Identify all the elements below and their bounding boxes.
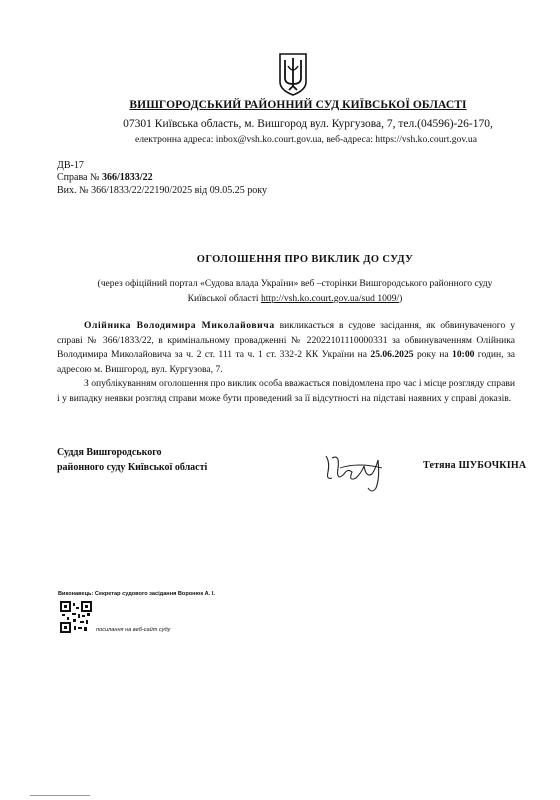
document-meta (57, 160, 267, 197)
signature-image (318, 448, 390, 494)
coat-of-arms-icon (278, 52, 308, 96)
consequences-paragraph: З опублікуванням оголошення про виклик особа вважається повідомлена про час і місце розгляду справи і у випадку неявки розгляд справи може бути проведений за її відсутності на підставі наявних у справі доказів. (57, 378, 515, 404)
court-contacts: електронна адреса: inbox@vsh.ko.court.gov.ua, веб-адреса: https://vsh.ko.court.gov.ua (135, 134, 477, 145)
court-portal-link[interactable]: http://vsh.ko.court.gov.ua/sud 1009/ (260, 293, 400, 304)
outgoing-number: Вих. № 366/1833/22/22190/2025 від 09.05.25 року (57, 184, 267, 196)
subtitle-text: (через офіційний портал «Судова влада України» веб –сторінки Вишгородського районного суду Київської області (97, 278, 493, 304)
court-address: 07301 Київська область, м. Вишгород вул. Кургузова, 7, тел.(04596)-26-170, (123, 118, 493, 130)
subtitle-end: ) (399, 293, 403, 304)
notice-body (57, 319, 515, 406)
signer-name: Тетяна ШУБОЧКІНА (423, 460, 527, 471)
executor-line: Виконавець: Секретар судового засідання Воронюк А. І. (58, 591, 215, 597)
qr-caption: посилання на веб-сайт суду (96, 627, 171, 633)
summons-paragraph: Олійника Володимира Миколайовича викликається в судове засідання, як обвинуваченого у справі № 366/1833/22, в кримінальному провадженні № 22022101110000331 за обвинуваченням Олійника Володимира Миколайовича за ч. 2 ст. 111 та ч. 1 ст. 332-2 КК України на 25.06.2025 року на 10:00 годин, за адресою м. Вишгород, вул. Кургузова, 7. (57, 320, 515, 375)
hearing-date: 25.06.2025 (370, 349, 414, 360)
signer-role: Суддя Вишгородського районного суду Київської області (57, 447, 208, 473)
notice-subtitle (80, 276, 510, 306)
case-label: Справа № (57, 172, 103, 184)
hearing-time: 10:00 (452, 349, 475, 360)
qr-code-icon[interactable] (60, 601, 92, 633)
court-name: ВИШГОРОДСЬКИЙ РАЙОННИЙ СУД КИЇВСЬКОЇ ОБЛАСТІ (129, 99, 467, 111)
defendant-name: Олійника Володимира Миколайовича (84, 320, 275, 331)
case-line (57, 172, 267, 184)
case-number: 366/1833/22 (102, 172, 153, 184)
page-edge-mark (30, 795, 90, 796)
notice-title: ОГОЛОШЕННЯ ПРО ВИКЛИК ДО СУДУ (196, 254, 414, 265)
form-code: ДВ-17 (57, 160, 84, 171)
